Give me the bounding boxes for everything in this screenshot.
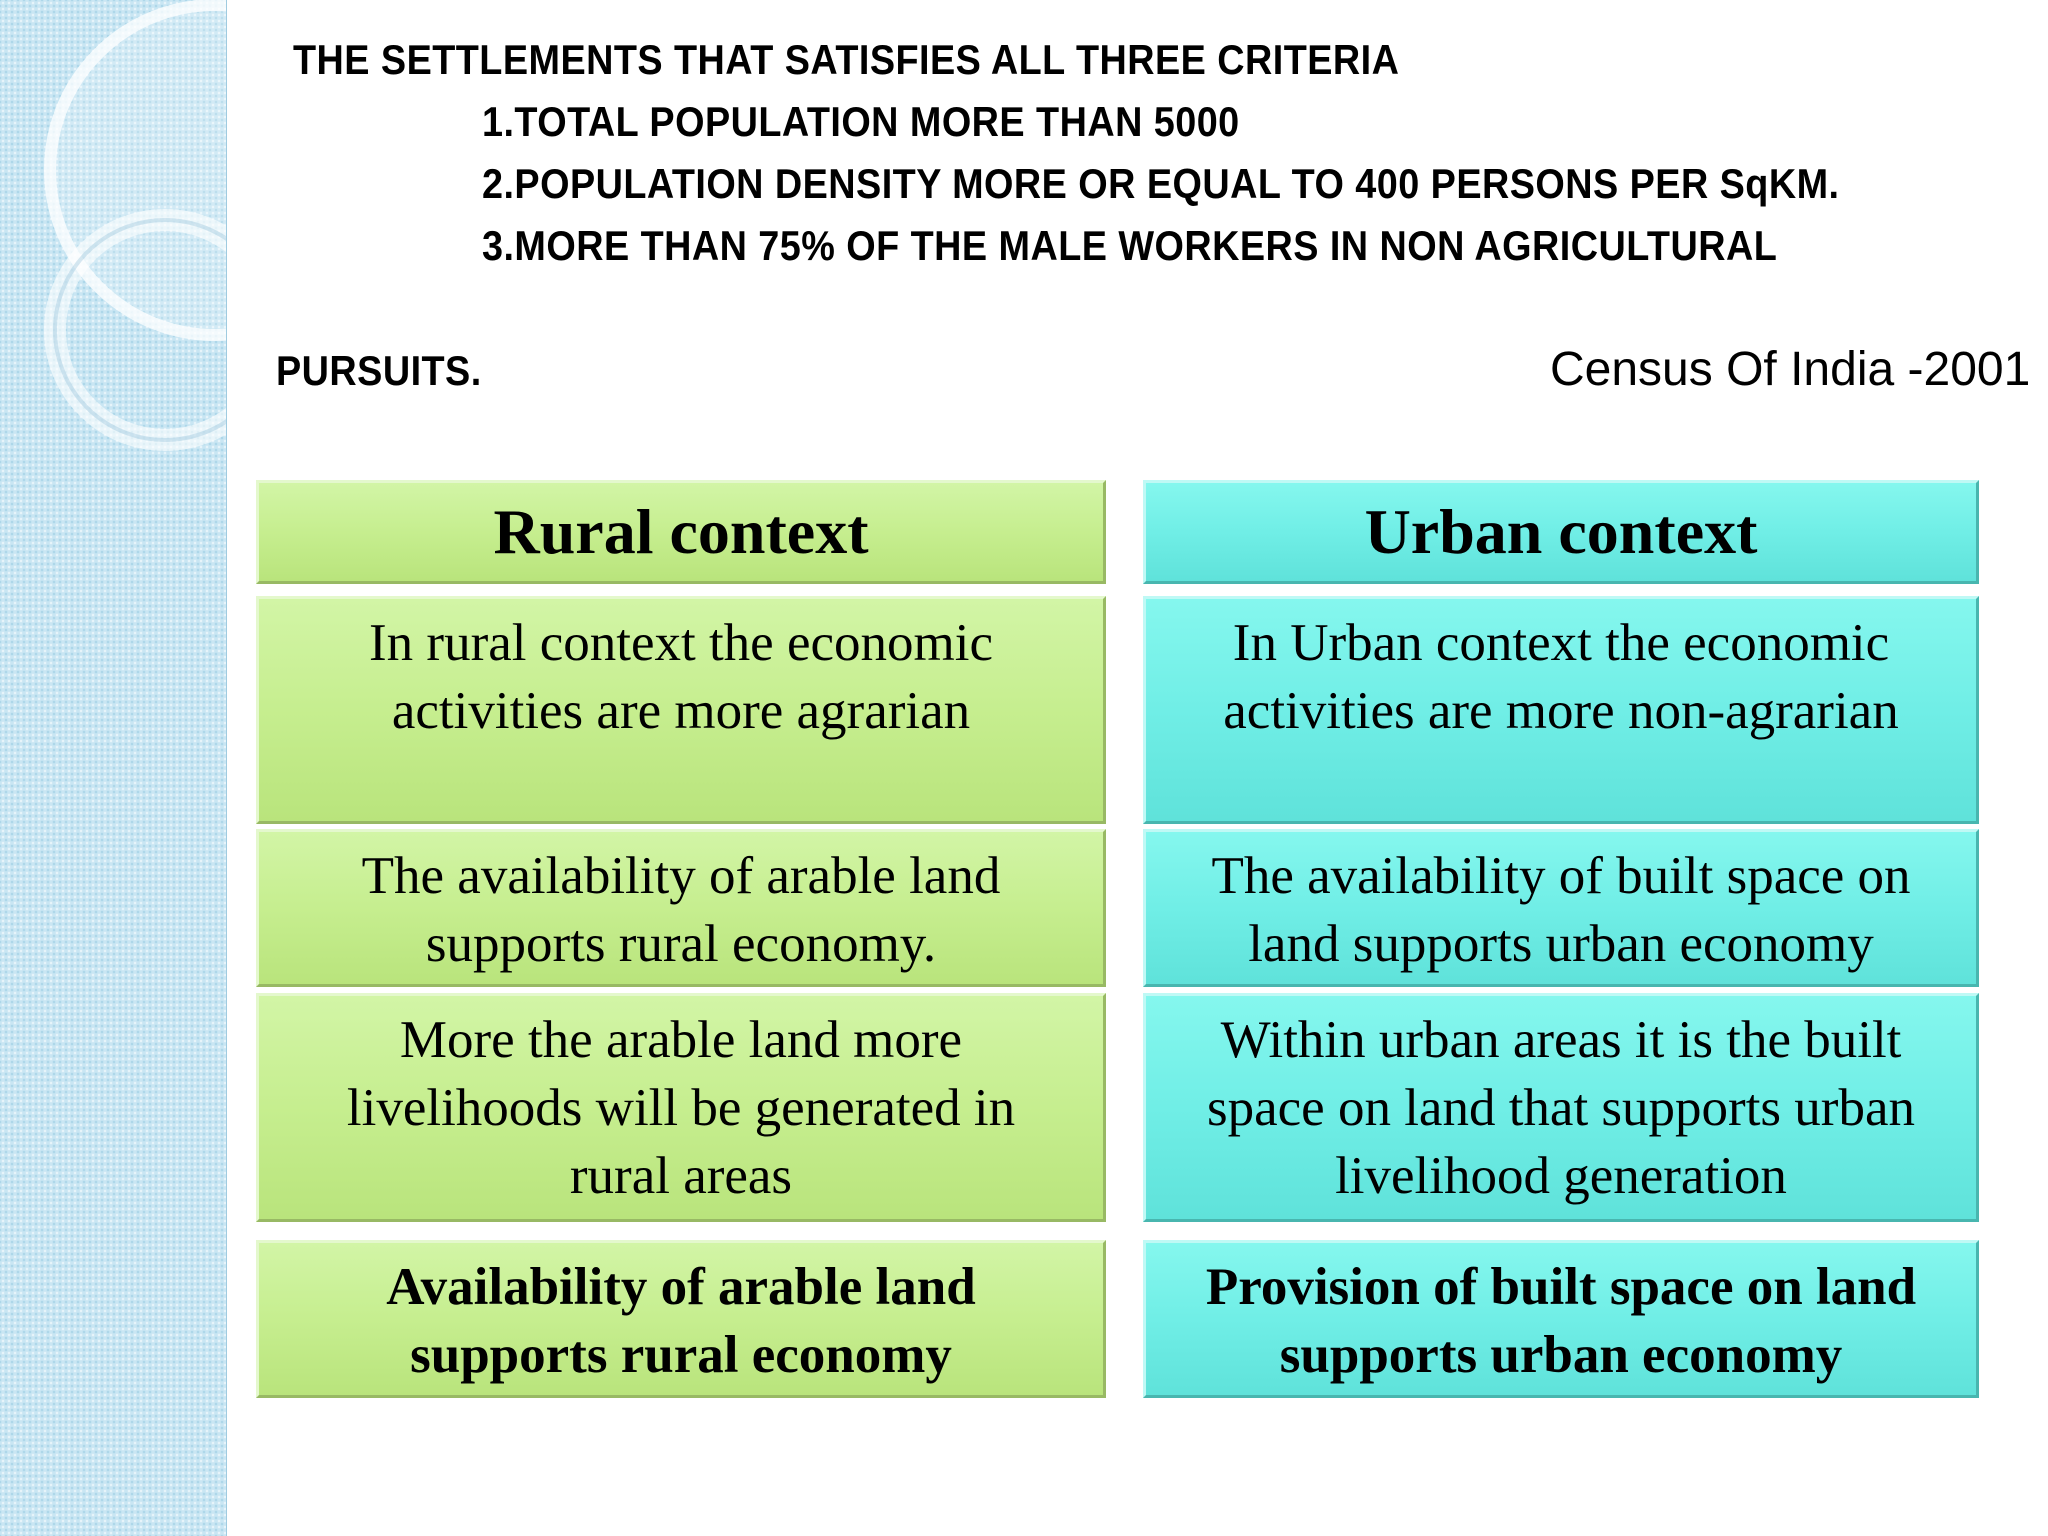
urban-header-label: Urban context (1364, 496, 1758, 567)
urban-row-1-line-1: In Urban context the economic (1232, 614, 1890, 672)
urban-header (1143, 480, 1979, 584)
rural-row-1 (256, 596, 1106, 824)
criterion-2: 2.POPULATION DENSITY MORE OR EQUAL TO 400 PERSONS PER SqKM. (482, 160, 1840, 207)
urban-summary-line-2: supports urban economy (1279, 1326, 1843, 1384)
criterion-3-continuation: PURSUITS. (276, 347, 482, 394)
rural-summary-line-1: Availability of arable land (386, 1258, 976, 1316)
criterion-3: 3.MORE THAN 75% OF THE MALE WORKERS IN NON AGRICULTURAL (482, 222, 1778, 269)
decorative-circles (0, 0, 226, 1536)
heading-title: THE SETTLEMENTS THAT SATISFIES ALL THREE CRITERIA (293, 36, 1400, 83)
decorative-sidebar (0, 0, 227, 1536)
urban-summary-line-1: Provision of built space on land (1205, 1258, 1917, 1316)
rural-summary-line-2: supports rural economy (410, 1326, 952, 1384)
rural-row-1-line-1: In rural context the economic (369, 614, 993, 672)
rural-row-3-line-3: rural areas (569, 1147, 793, 1205)
urban-row-3-line-2: space on land that supports urban (1207, 1079, 1915, 1137)
urban-row-2-line-1: The availability of built space on (1211, 847, 1911, 905)
urban-row-1 (1143, 596, 1979, 824)
urban-row-2 (1143, 829, 1979, 987)
criterion-1: 1.TOTAL POPULATION MORE THAN 5000 (482, 98, 1240, 145)
urban-summary (1143, 1240, 1979, 1398)
rural-row-3-line-2: livelihoods will be generated in (346, 1079, 1016, 1137)
rural-row-2-line-1: The availability of arable land (361, 847, 1001, 905)
rural-header (256, 480, 1106, 584)
rural-row-2 (256, 829, 1106, 987)
rural-row-2-line-2: supports rural economy. (425, 915, 937, 973)
urban-row-3 (1143, 993, 1979, 1222)
urban-row-3-line-3: livelihood generation (1335, 1147, 1787, 1205)
census-citation: Census Of India -2001 (1550, 343, 2031, 396)
urban-row-3-line-1: Within urban areas it is the built (1220, 1011, 1902, 1069)
rural-summary (256, 1240, 1106, 1398)
urban-row-1-line-2: activities are more non-agrarian (1223, 682, 1899, 740)
rural-row-1-line-2: activities are more agrarian (391, 682, 971, 740)
rural-row-3 (256, 993, 1106, 1222)
urban-row-2-line-2: land supports urban economy (1248, 915, 1874, 973)
rural-row-3-line-1: More the arable land more (399, 1011, 963, 1069)
rural-header-label: Rural context (493, 496, 869, 567)
